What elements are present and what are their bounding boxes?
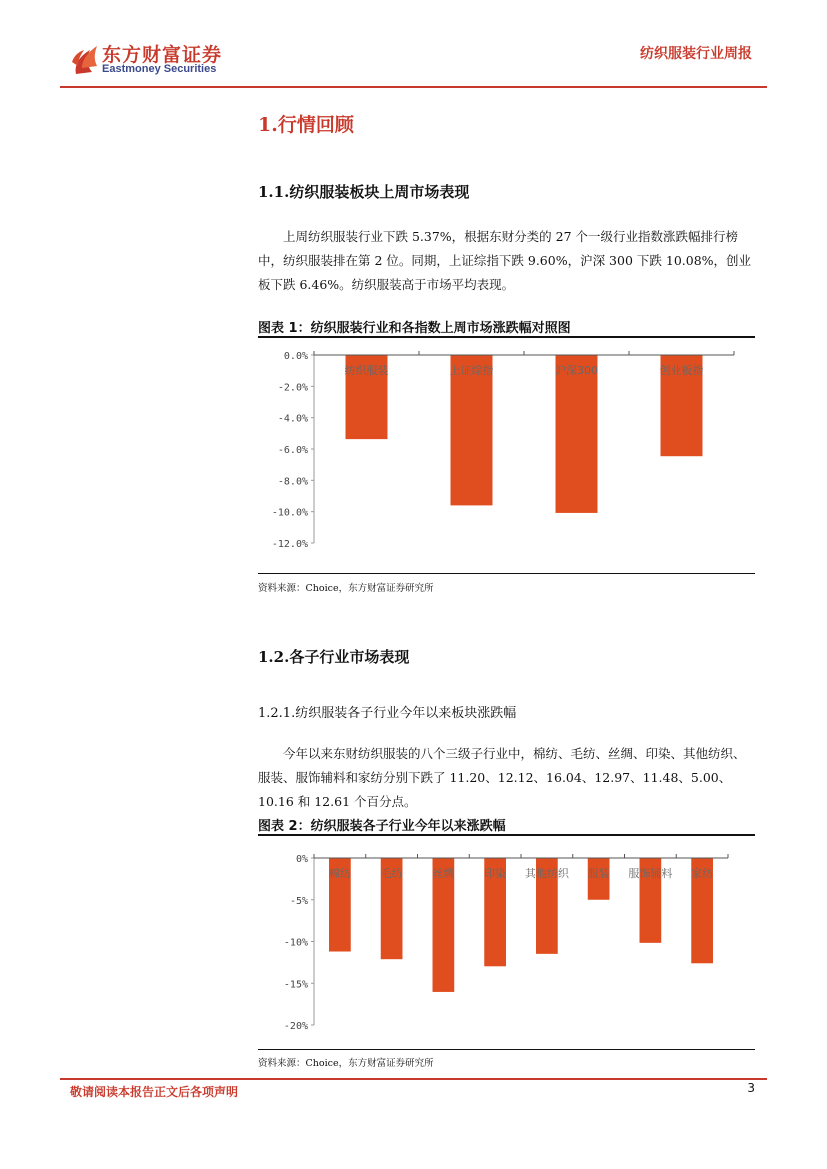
category-label: 服饰辅料	[628, 867, 673, 880]
category-label: 棉纺	[328, 867, 351, 880]
category-label: 创业板指	[659, 364, 704, 377]
figure-1-title: 图表 1：纺织服装行业和各指数上周市场涨跌幅对照图	[258, 321, 571, 336]
y-tick-label: -4.0%	[277, 413, 308, 425]
y-tick-label: 0.0%	[283, 351, 308, 362]
eastmoney-logo-icon	[70, 38, 100, 78]
bar	[451, 355, 493, 505]
figure-2-chart	[258, 840, 755, 1040]
section-title: 1.行情回顾	[258, 114, 354, 136]
y-tick-label: -10%	[283, 937, 308, 949]
figure-2-title: 图表 2：纺织服装各子行业今年以来涨跌幅	[258, 819, 506, 834]
category-label: 服装	[587, 867, 610, 880]
figure-2-source: 资料来源：Choice，东方财富证券研究所	[258, 1058, 434, 1069]
y-tick-label: -2.0%	[277, 382, 308, 394]
figure-2-top-rule	[258, 834, 755, 836]
category-label: 其他纺织	[524, 867, 569, 880]
category-label: 毛纺	[380, 867, 403, 880]
category-label: 沪深300	[555, 364, 598, 377]
figure-1-chart	[258, 340, 755, 568]
figure-1-bottom-rule	[258, 573, 755, 574]
logo-english-name: Eastmoney Securities	[102, 63, 217, 75]
subsection-title-1-2-1: 1.2.1.纺织服装各子行业今年以来板块涨跌幅	[258, 706, 517, 721]
category-label: 印染	[484, 867, 507, 880]
footer-divider	[60, 1078, 767, 1080]
report-type: 纺织服装行业周报	[640, 46, 752, 62]
category-label: 丝绸	[432, 867, 455, 880]
y-tick-label: -20%	[283, 1021, 308, 1032]
paragraph-text: 上周纺织服装行业下跌 5.37%，根据东财分类的 27 个一级行业指数涨跌幅排行榜中，纺织服装排在第 2 位。同期，上证综指下跌 9.60%，沪深 300 下跌 10.08%，创业板下跌 6.46%。纺织服装高于市场平均表现。	[258, 229, 752, 292]
figure-2-bottom-rule	[258, 1049, 755, 1050]
header-divider	[60, 86, 767, 88]
figure-1-source: 资料来源：Choice，东方财富证券研究所	[258, 583, 434, 594]
subsection-title-1-1: 1.1.纺织服装板块上周市场表现	[258, 183, 470, 201]
category-label: 上证综指	[449, 364, 494, 377]
paragraph-market-performance	[258, 225, 755, 297]
y-tick-label: -5%	[289, 895, 308, 907]
bar	[556, 355, 598, 513]
y-tick-label: -12.0%	[271, 539, 308, 550]
page-number: 3	[747, 1081, 755, 1095]
y-tick-label: -8.0%	[277, 476, 308, 488]
company-logo	[70, 38, 270, 82]
y-tick-label: -15%	[283, 979, 308, 991]
figure-1-top-rule	[258, 336, 755, 338]
category-label: 纺织服装	[344, 364, 389, 377]
footer-disclaimer: 敬请阅读本报告正文后各项声明	[70, 1085, 239, 1099]
paragraph-subindustry-performance	[258, 742, 755, 814]
y-tick-label: 0%	[295, 854, 308, 865]
category-label: 家纺	[691, 867, 714, 880]
subsection-title-1-2: 1.2.各子行业市场表现	[258, 648, 410, 666]
y-tick-label: -6.0%	[277, 445, 308, 456]
paragraph-text: 今年以来东财纺织服装的八个三级子行业中，棉纺、毛纺、丝绸、印染、其他纺织、服装、服饰辅料和家纺分别下跌了 11.20、12.12、16.04、12.97、11.48、5.00、10.16 和 12.61 个百分点。	[258, 746, 746, 809]
y-tick-label: -10.0%	[271, 507, 308, 519]
logo-chinese-name: 东方财富证券	[102, 44, 223, 66]
